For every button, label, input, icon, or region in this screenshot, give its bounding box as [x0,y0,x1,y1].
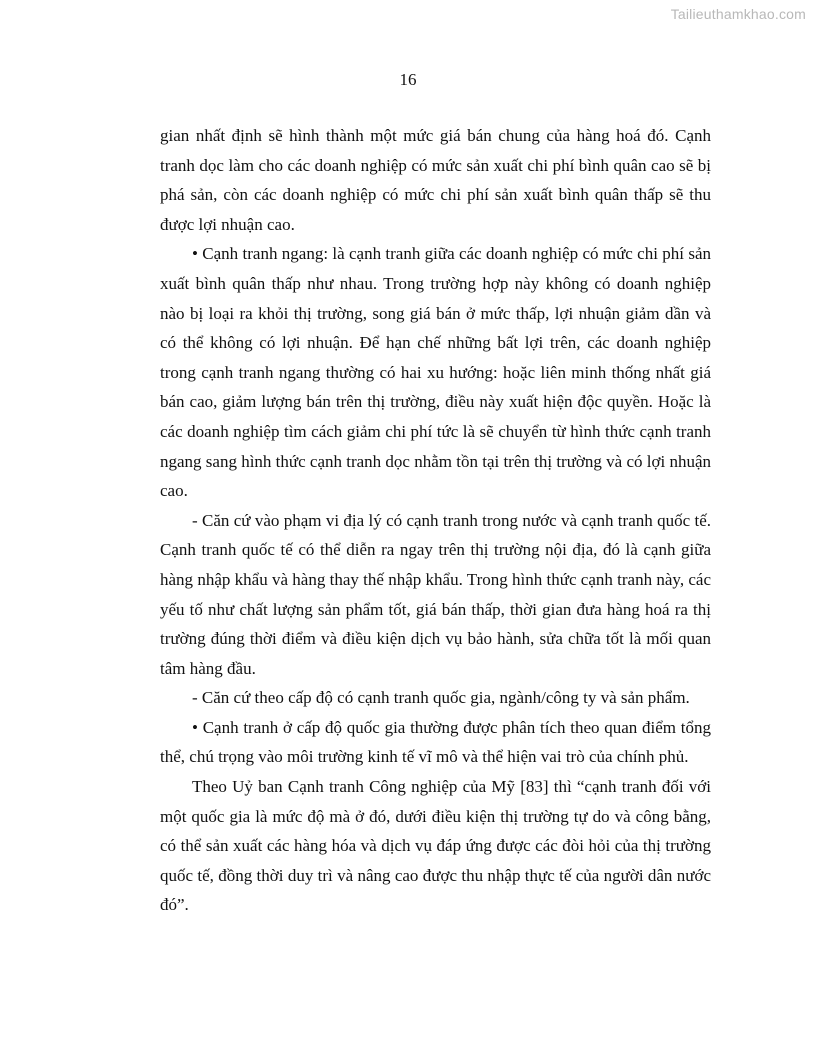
page-number: 16 [399,70,417,89]
paragraph-national-competition: • Cạnh tranh ở cấp độ quốc gia thường được phân tích theo quan điểm tổng thể, chú trọng vào môi trường kinh tế vĩ mô và thể hiện vai trò của chính phủ. [160,717,711,767]
paragraph-geographic-scope: - Căn cứ vào phạm vi địa lý có cạnh tranh trong nước và cạnh tranh quốc tế. Cạnh tranh quốc tế có thể diễn ra ngay trên thị trường nội địa, đó là cạnh giữa hàng nhập khẩu và hàng thay thế nhập khẩu. Trong hình thức cạnh tranh này, các yếu tố như chất lượng sản phẩm tốt, giá bán thấp, thời gian đưa hàng hoá ra thị trường đúng thời điểm và điều kiện dịch vụ bảo hành, sửa chữa tốt là mối quan tâm hàng đầu. [160,510,711,678]
paragraph-continuation: gian nhất định sẽ hình thành một mức giá bán chung của hàng hoá đó. Cạnh tranh dọc làm cho các doanh nghiệp có mức sản xuất chi phí bình quân cao sẽ bị phá sản, còn các doanh nghiệp có mức chi phí sản xuất bình quân thấp sẽ thu được lợi nhuận cao. [160,126,711,234]
paragraph-us-commission-quote: Theo Uỷ ban Cạnh tranh Công nghiệp của Mỹ [83] thì “cạnh tranh đối với một quốc gia là mức độ mà ở đó, dưới điều kiện thị trường tự do và công bằng, có thể sản xuất các hàng hóa và dịch vụ đáp ứng được các đòi hỏi của thị trường quốc tế, đồng thời duy trì và nâng cao được thu nhập thực tế của người dân nước đó”. [160,777,711,915]
paragraph-competition-levels: - Căn cứ theo cấp độ có cạnh tranh quốc gia, ngành/công ty và sản phẩm. [192,688,690,708]
document-body [160,121,711,920]
paragraph-horizontal-competition: • Cạnh tranh ngang: là cạnh tranh giữa các doanh nghiệp có mức chi phí sản xuất bình quân thấp như nhau. Trong trường hợp này không có doanh nghiệp nào bị loại ra khỏi thị trường, song giá bán ở mức thấp, lợi nhuận giảm dần và có thể không có lợi nhuận. Để hạn chế những bất lợi trên, các doanh nghiệp trong cạnh tranh ngang thường có hai xu hướng: hoặc liên minh thống nhất giá bán cao, giảm lượng bán trên thị trường, điều này xuất hiện độc quyền. Hoặc là các doanh nghiệp tìm cách giảm chi phí tức là sẽ chuyển từ hình thức cạnh tranh ngang sang hình thức cạnh tranh dọc nhằm tồn tại trên thị trường và có lợi nhuận cao. [160,244,711,501]
watermark: Tailieuthamkhao.com [670,6,806,22]
